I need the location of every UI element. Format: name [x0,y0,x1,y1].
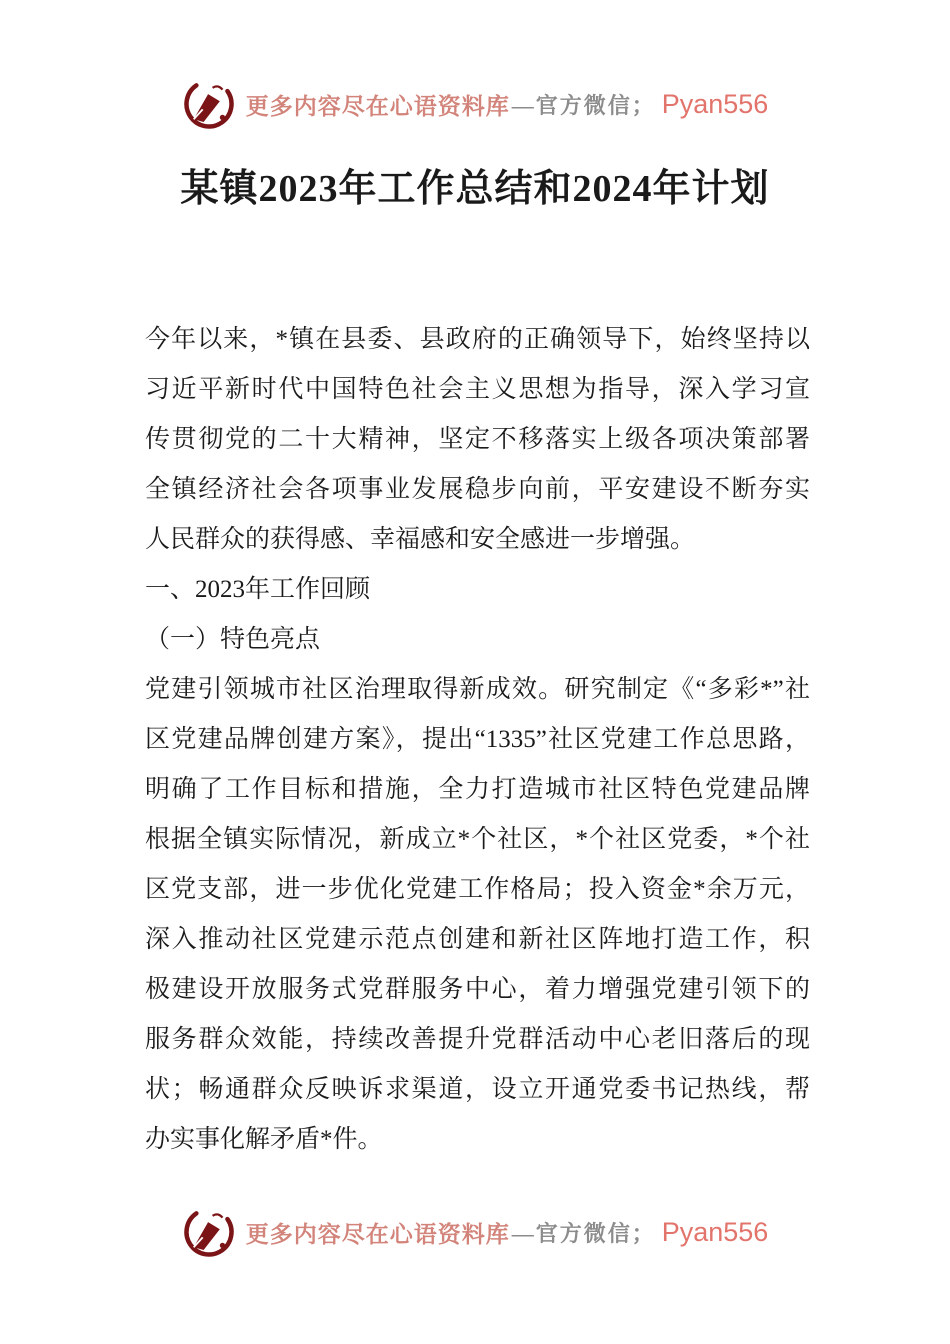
subsection-heading: （一）特色亮点 [145,626,321,653]
watermark-wechat-label: —官方微信； [511,1220,656,1246]
body-line: 明确了工作目标和措施，全力打造城市社区特色党建品牌 [145,776,810,803]
body-line: 区党支部，进一步优化党建工作格局；投入资金*余万元， [145,876,810,903]
footer-watermark [0,1202,950,1262]
watermark-brand-text: 更多内容尽在心语资料库 [245,1221,510,1247]
body-line: 深入推动社区党建示范点创建和新社区阵地打造工作，积 [145,926,810,953]
document-title: 某镇2023年工作总结和2024年计划 [180,168,770,210]
body-line: 传贯彻党的二十大精神，坚定不移落实上级各项决策部署 [145,426,810,453]
pen-seal-icon [182,77,236,131]
watermark-brand-text: 更多内容尽在心语资料库 [245,93,510,119]
body-line: 服务群众效能，持续改善提升党群活动中心老旧落后的现 [145,1026,810,1053]
header-watermark [0,74,950,134]
watermark-wechat-id: Pyan556 [661,88,769,119]
document-body [145,315,810,1165]
body-line: 办实事化解矛盾*件。 [145,1126,383,1153]
section-heading: 一、2023年工作回顾 [145,576,371,603]
body-line: 状；畅通群众反映诉求渠道，设立开通党委书记热线，帮 [145,1076,810,1103]
body-line: 今年以来，*镇在县委、县政府的正确领导下，始终坚持以 [145,326,810,353]
body-line: 人民群众的获得感、幸福感和安全感进一步增强。 [145,526,696,553]
body-line: 全镇经济社会各项事业发展稳步向前，平安建设不断夯实 [145,476,810,503]
watermark-wechat-label: —官方微信； [511,92,656,118]
body-line: 党建引领城市社区治理取得新成效。研究制定《“多彩*”社 [145,676,810,703]
body-line: 区党建品牌创建方案》，提出“1335”社区党建工作总思路， [145,726,810,753]
watermark-wechat-id: Pyan556 [661,1216,769,1247]
body-line: 根据全镇实际情况，新成立*个社区，*个社区党委，*个社 [145,826,810,853]
pen-seal-icon [182,1205,236,1259]
body-line: 习近平新时代中国特色社会主义思想为指导，深入学习宣 [145,376,810,403]
body-line: 极建设开放服务式党群服务中心，着力增强党建引领下的 [145,976,810,1003]
